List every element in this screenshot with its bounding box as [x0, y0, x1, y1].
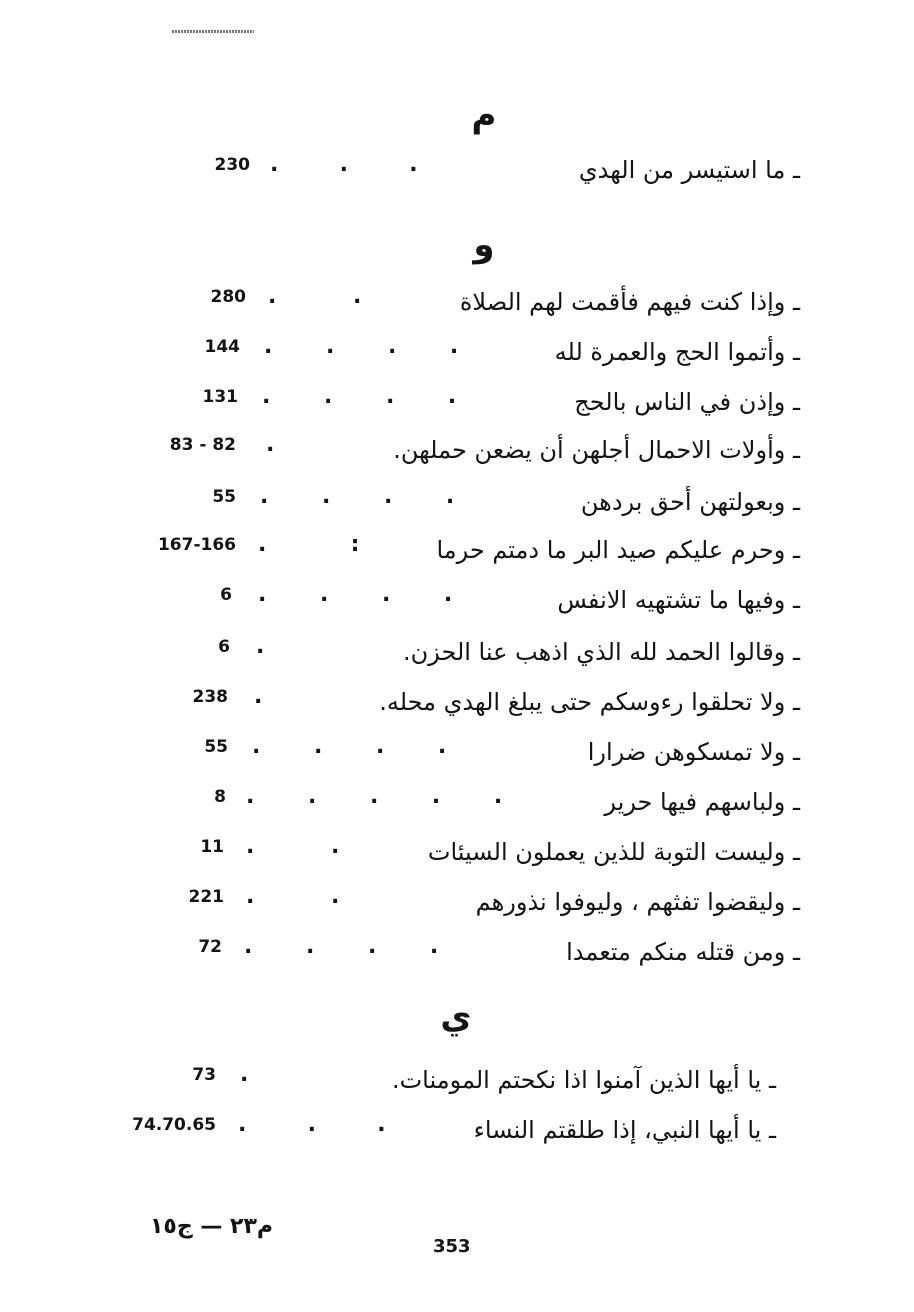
entry-page-number: 6 [218, 637, 230, 657]
entry-text: ـ ولباسهم فيها حرير [604, 788, 800, 816]
entry-text: ـ ومن قتله منكم متعمدا [566, 938, 800, 966]
entry-page-number: 238 [192, 687, 228, 707]
index-entry [120, 1060, 800, 1100]
entry-text: ـ وأتموا الحج والعمرة لله [554, 338, 800, 366]
entry-text: ـ وقالوا الحمد لله الذي اذهب عنا الحزن. [402, 638, 800, 666]
entry-page-number: 280 [210, 287, 246, 307]
entry-page-number: 221 [188, 887, 224, 907]
entry-dots: . . . . [264, 334, 459, 359]
entry-dots: . . [268, 284, 362, 309]
entry-page-number: 8 [214, 787, 226, 807]
entry-text: ـ وفيها ما تشتهيه الانفس [557, 586, 800, 614]
entry-page-number: 83 - 82 [169, 435, 236, 455]
entry-page-number: 11 [200, 837, 224, 857]
index-entry [120, 782, 800, 822]
entry-text: ـ وليست التوبة للذين يعملون السيئات [427, 838, 800, 866]
entry-page-number: 72 [198, 937, 222, 957]
index-entry [120, 632, 800, 672]
entry-page-number: 6 [220, 585, 232, 605]
index-entry [120, 832, 800, 872]
entry-dots: . [254, 684, 263, 709]
entry-dots: . . . . [260, 484, 455, 509]
entry-dots: . . . [270, 152, 418, 177]
entry-dots: . . [246, 884, 340, 909]
index-entry [120, 482, 800, 522]
entry-page-number: 73 [192, 1065, 216, 1085]
entry-page-number: 131 [202, 387, 238, 407]
index-entry [120, 932, 800, 972]
entry-page-number: 74.70.65 [132, 1115, 216, 1135]
index-entry [120, 282, 800, 322]
entry-text: ـ وإذا كنت فيهم فأقمت لهم الصلاة [459, 288, 800, 316]
index-entry [120, 682, 800, 722]
section-letter-waw: و [473, 225, 495, 265]
entry-text: ـ وأولات الاحمال أجلهن أن يضعن حملهن. [393, 436, 800, 464]
entry-dots: . . [246, 834, 340, 859]
entry-text: ـ وليقضوا تفثهم ، وليوفوا نذورهم [475, 888, 800, 916]
page-number: 353 [433, 1236, 471, 1257]
entry-dots: . . . . [244, 934, 439, 959]
entry-text: ـ وحرم عليكم صيد البر ما دمتم حرما [436, 536, 800, 564]
index-entry [120, 332, 800, 372]
entry-page-number: 144 [204, 337, 240, 357]
entry-dots: . . . . [258, 582, 453, 607]
entry-dots: . [240, 1062, 249, 1087]
index-entry [120, 882, 800, 922]
entry-dots: . : [258, 532, 360, 557]
index-entry [120, 732, 800, 772]
entry-text: ـ يا أيها النبي، إذا طلقتم النساء [473, 1116, 776, 1144]
entry-dots: . . . . [252, 734, 447, 759]
entry-dots: . . . [238, 1112, 386, 1137]
index-entry [120, 530, 800, 570]
entry-text: ـ وإذن في الناس بالحج [574, 388, 800, 416]
entry-page-number: 55 [212, 487, 236, 507]
scan-artifact-mark [172, 30, 254, 33]
entry-page-number: 167-166 [157, 535, 236, 555]
index-entry [120, 150, 800, 190]
entry-text: ـ ما استيسر من الهدي [578, 156, 800, 184]
entry-text: ـ وبعولتهن أحق بردهن [580, 488, 800, 516]
index-entry [120, 382, 800, 422]
index-entry [120, 430, 800, 470]
printer-signature: م٢٣ — ج١٥ [150, 1214, 274, 1239]
entry-text: ـ يا أيها الذين آمنوا اذا نكحتم المومنات. [391, 1066, 776, 1094]
entry-dots: . . . . [262, 384, 457, 409]
index-entry [120, 580, 800, 620]
entry-dots: . [256, 634, 265, 659]
entry-page-number: 55 [204, 737, 228, 757]
section-letter-mim: م [471, 95, 497, 135]
entry-dots: . . . . . [246, 784, 503, 809]
entry-dots: . [266, 432, 275, 457]
entry-text: ـ ولا تمسكوهن ضرارا [587, 738, 800, 766]
entry-page-number: 230 [214, 155, 250, 175]
section-letter-ya: ي [440, 997, 472, 1037]
index-entry [120, 1110, 800, 1150]
entry-text: ـ ولا تحلقوا رءوسكم حتى يبلغ الهدي محله. [379, 688, 800, 716]
